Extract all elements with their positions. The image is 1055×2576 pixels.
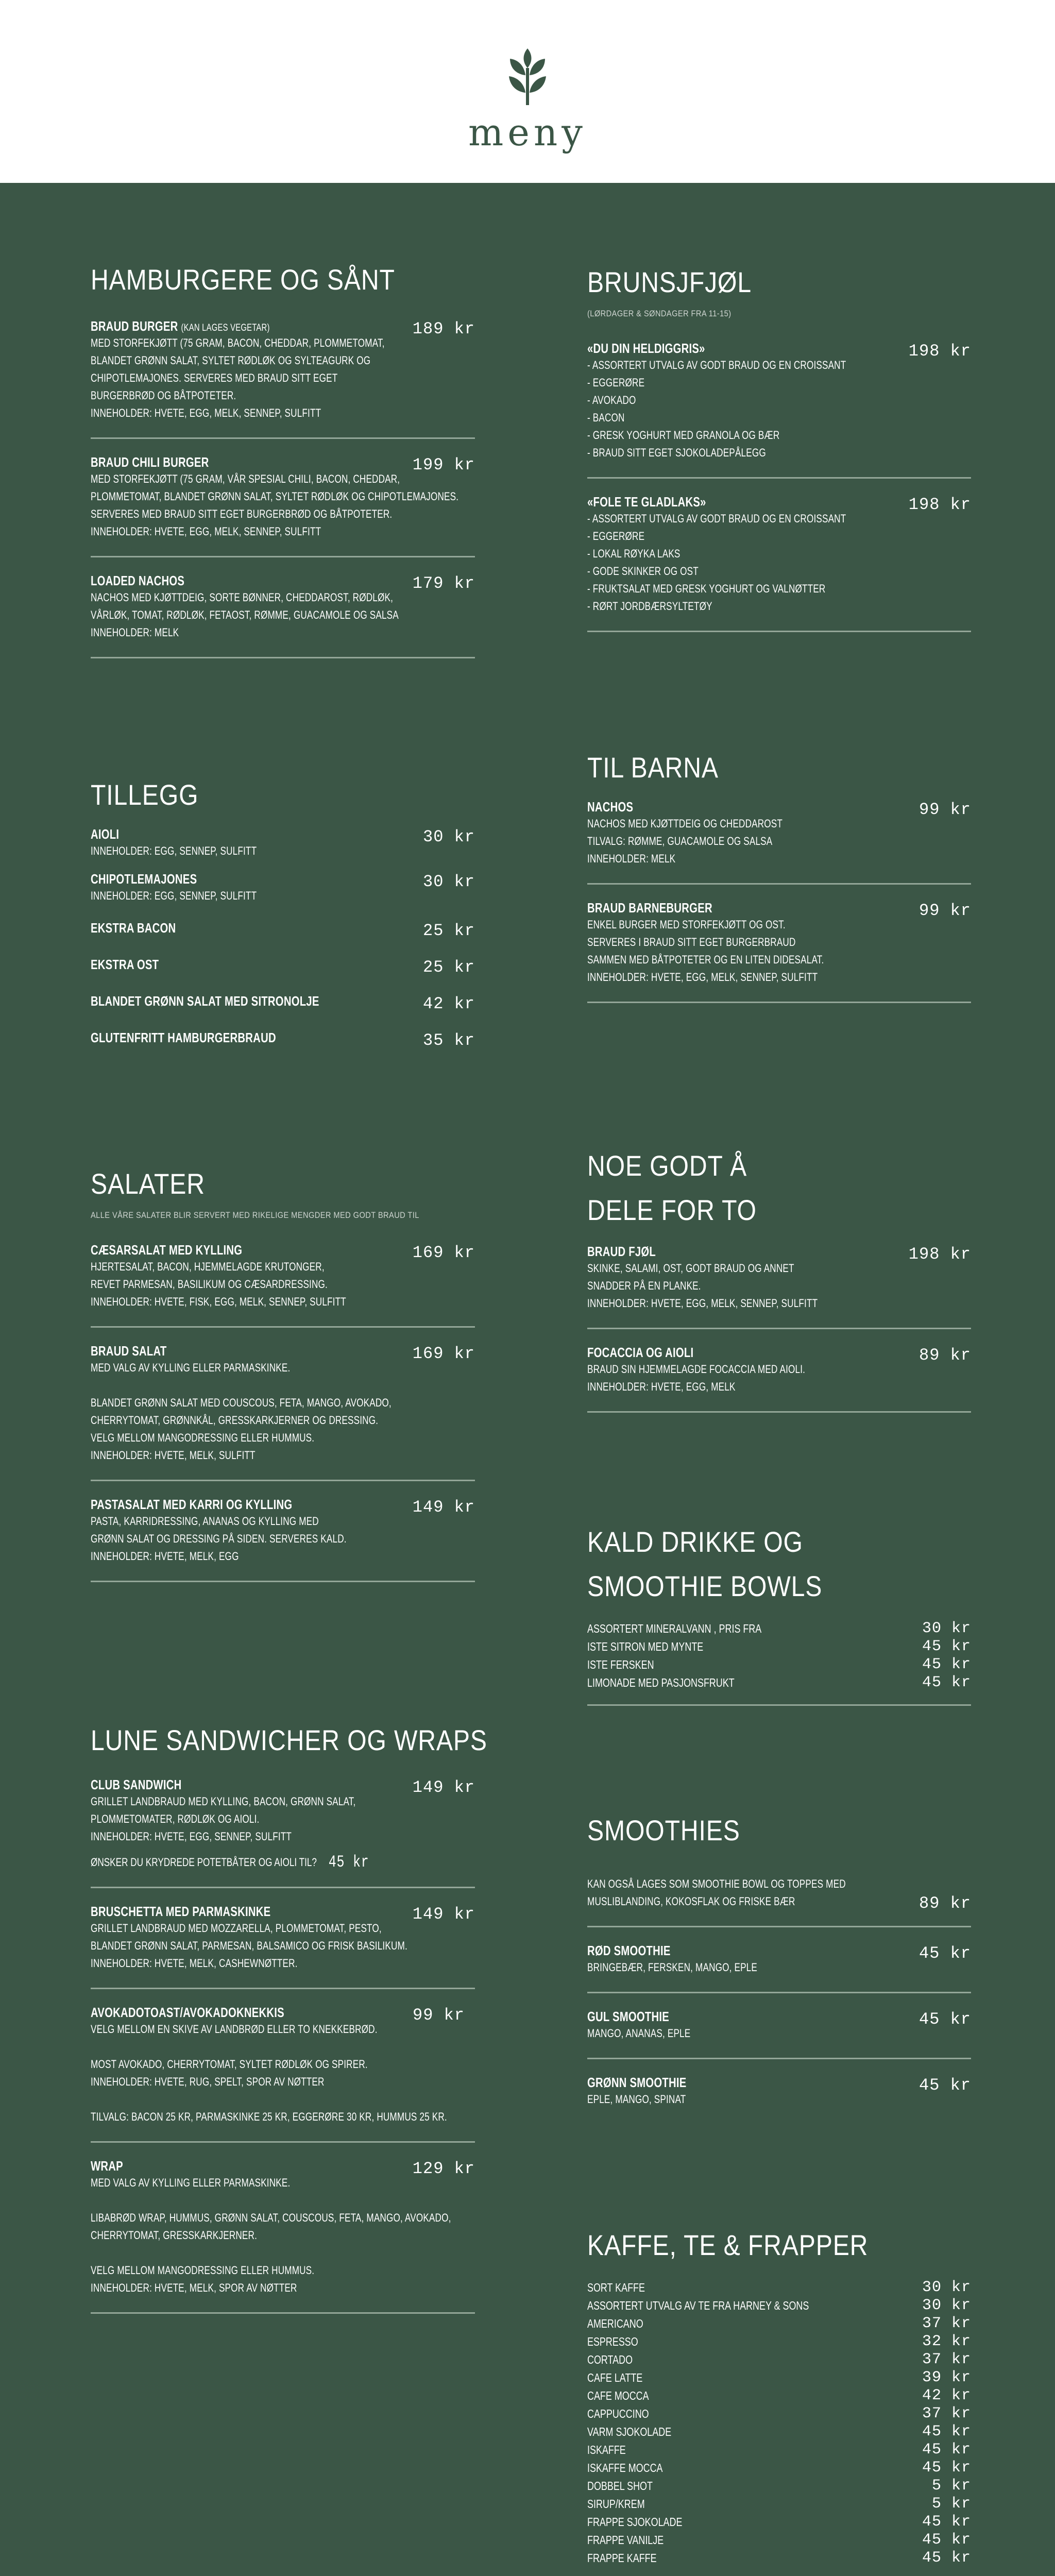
page-title: meny [468,111,587,154]
item-name: CAFE LATTE [587,2371,643,2384]
item-price: 89 kr [918,1346,971,1365]
item-description: GRILLET LANDBRAUD MED KYLLING, BACON, GRØNN SALAT, PLOMMETOMATER, RØDLØK OG AIOLI. INNEHOLDER: HVETE, EGG, SENNEP, SULFITT [91,1795,356,1843]
menu-item [587,1244,971,1329]
item-price: 45 kr [922,2531,971,2549]
section-title: TIL BARNA [587,751,719,784]
item-name: AIOLI [91,826,120,842]
section-title: SMOOTHIES [587,1814,740,1846]
item-name: AMERICANO [587,2317,643,2330]
item-name: «DU DIN HELDIGGRIS» [587,341,705,356]
section-title: SALATER [91,1167,205,1200]
item-price: 149 kr [412,1498,475,1517]
item-description: MED VALG AV KYLLING ELLER PARMASKINKE. LIBABRØD WRAP, HUMMUS, GRØNN SALAT, COUSCOUS, FETA, MANGO, AVOKADO, CHERRYTOMAT, GRESSKARKJERNER. VELG MELLOM MANGODRESSING ELLER HUMMUS. INNEHOLDER: HVETE, MELK, SPOR AV NØTTER [91,2176,451,2294]
item-description: MED STORFEKJØTT (75 GRAM, BACON, CHEDDAR, PLOMMETOMAT, BLANDET GRØNN SALAT, SYLTET RØDLØK OG SYLTEAGURK OG CHIPOTLEMAJONES. SERVERES MED BRAUD SITT EGET BURGERBRØD OG BÅTPOTETER. INNEHOLDER: HVETE, EGG, MELK, SENNEP, SULFITT [91,336,385,419]
list-item [587,2459,971,2477]
item-name: EKSTRA BACON [91,920,176,936]
item-name: BRUSCHETTA MED PARMASKINKE [91,1904,271,1919]
section-tillegg [91,773,475,1050]
item-name: CAFE MOCCA [587,2389,649,2402]
list-item [587,1656,971,1674]
menu-item [91,1904,475,1989]
item-description: NACHOS MED KJØTTDEIG, SORTE BØNNER, CHEDDAROST, RØDLØK, VÅRLØK, TOMAT, RØDLØK, FETAOST, RØMME, GUACAMOLE OG SALSA INNEHOLDER: MELK [91,591,399,639]
section-title-line1: NOE GODT Å [587,1149,747,1182]
menu-item [91,993,475,1013]
list-item [587,2477,971,2495]
item-description: VELG MELLOM EN SKIVE AV LANDBRØD ELLER TO KNEKKEBRØD. MOST AVOKADO, CHERRYTOMAT, SYLTET RØDLØK OG SPIRER. INNEHOLDER: HVETE, RUG, SPELT, SPOR AV NØTTER TILVALG: BACON 25 KR, PARMASKINKE 25 KR, EGGERØRE 30 KR, HUMMUS 25 KR. [91,2023,447,2123]
menu-item [587,799,971,885]
item-price: 45 kr [918,2076,971,2095]
drink-list [587,1620,971,1706]
item-name: WRAP [91,2158,123,2174]
menu-item [91,573,475,658]
menu-item [91,1242,475,1328]
menu-item [587,2009,971,2059]
item-price: 30 kr [922,2297,971,2314]
list-item [587,2351,971,2369]
menu-item [91,2005,475,2143]
section-title: HAMBURGERE OG SÅNT [91,263,395,296]
item-price: 25 kr [422,958,475,977]
coffee-list [587,2279,971,2576]
item-name: BRAUD BARNEBURGER [587,900,712,916]
item-price: 199 kr [412,455,475,474]
item-price: 45 kr [922,1674,971,1691]
item-description: - ASSORTERT UTVALG AV GODT BRAUD OG EN CROISSANT - EGGERØRE - LOKAL RØYKA LAKS - GODE SKINKER OG OST - FRUKTSALAT MED GRESK YOGHURT OG VALNØTTER - RØRT JORDBÆRSYLTETØY [587,512,846,613]
item-price: 45 kr [918,2010,971,2029]
item-price: 45 kr [922,2549,971,2567]
item-name: ESPRESSO [587,2335,638,2348]
menu-item [587,2075,971,2108]
menu-item [587,494,971,632]
menu-item [91,2158,475,2314]
list-item [587,2369,971,2387]
item-price: 198 kr [908,1245,971,1264]
item-name: LIMONADE MED PASJONSFRUKT [587,1676,735,1689]
item-name: GUL SMOOTHIE [587,2009,670,2024]
item-name: FOCACCIA OG AIOLI [587,1345,694,1360]
section-smoothies [587,1808,971,2129]
item-name: FRAPPE VANILJE [587,2533,664,2547]
item-price: 169 kr [412,1243,475,1262]
list-item [587,2333,971,2351]
item-extra-price: 45 kr [328,1853,369,1872]
item-price: 30 kr [922,1620,971,1637]
list-item [587,2513,971,2531]
section-barna [587,745,971,1019]
menu-item [91,454,475,557]
section-kaffe [587,2223,971,2576]
item-price: 198 kr [908,495,971,514]
item-price: 179 kr [412,574,475,593]
item-price: 30 kr [422,872,475,891]
item-description: SKINKE, SALAMI, OST, GODT BRAUD OG ANNET SNADDER PÅ EN PLANKE. INNEHOLDER: HVETE, EGG, MELK, SENNEP, SULFITT [587,1262,818,1310]
list-item [587,2531,971,2549]
list-item [587,2423,971,2441]
section-salater [91,1162,475,1598]
item-price: 25 kr [422,921,475,940]
section-title-line2: SMOOTHIE BOWLS [587,1570,823,1602]
item-description: ENKEL BURGER MED STORFEKJØTT OG OST. SERVERES I BRAUD SITT EGET BURGERBRAUD SAMMEN MED BÅTPOTETER OG EN LITEN DIDESALAT. INNEHOLDER: HVETE, EGG, MELK, SENNEP, SULFITT [587,918,824,984]
item-description: MED VALG AV KYLLING ELLER PARMASKINKE. BLANDET GRØNN SALAT MED COUSCOUS, FETA, MANGO, AVOKADO, CHERRYTOMAT, GRØNNKÅL, GRESSKARKJERNER OG DRESSING. VELG MELLOM MANGODRESSING ELLER HUMMUS. INNEHOLDER: HVETE, MELK, SULFITT [91,1361,392,1462]
item-name: CÆSARSALAT MED KYLLING [91,1242,243,1258]
menu-item [91,957,475,977]
item-description: INNEHOLDER: EGG, SENNEP, SULFITT [91,889,257,902]
item-name: RØD SMOOTHIE [587,1943,671,1958]
right-column [587,0,971,2576]
item-price: 45 kr [918,1944,971,1963]
left-column [91,0,487,2576]
item-description: MANGO, ANANAS, EPLE [587,2027,691,2040]
menu-item [91,1497,475,1582]
item-name: BLANDET GRØNN SALAT MED SITRONOLJE [91,993,319,1009]
item-name: ISTE SITRON MED MYNTE [587,1640,704,1653]
item-name: BRAUD BURGER [91,318,178,334]
item-price: 45 kr [922,2459,971,2477]
item-extra [91,1854,474,1871]
wheat-logo-icon [502,47,553,105]
item-price: 89 kr [918,1894,971,1913]
item-price: 37 kr [922,2405,971,2422]
item-price: 99 kr [918,800,971,819]
item-price: 42 kr [922,2387,971,2404]
menu-item [91,826,475,860]
item-description: KAN OGSÅ LAGES SOM SMOOTHIE BOWL OG TOPPES MED MUSLIBLANDING, KOKOSFLAK OG FRISKE BÆR [587,1877,846,1908]
menu-item [91,1777,475,1888]
item-name: CAPPUCCINO [587,2407,649,2420]
item-description: EPLE, MANGO, SPINAT [587,2093,686,2106]
smoothie-bowl-intro [587,1875,971,1927]
list-item [587,2315,971,2333]
item-description: - ASSORTERT UTVALG AV GODT BRAUD OG EN CROISSANT - EGGERØRE - AVOKADO - BACON - GRESK YOGHURT MED GRANOLA OG BÆR - BRAUD SITT EGET SJOKOLADEPÅLEGG [587,359,846,459]
item-name: «FOLE TE GLADLAKS» [587,494,706,510]
item-name: DOBBEL SHOT [587,2479,653,2493]
item-price: 45 kr [922,2441,971,2459]
item-name: CLUB SANDWICH [91,1777,182,1792]
item-name: LOADED NACHOS [91,573,185,588]
item-description: PASTA, KARRIDRESSING, ANANAS OG KYLLING MED GRØNN SALAT OG DRESSING PÅ SIDEN. SERVERES KALD. INNEHOLDER: HVETE, MELK, EGG [91,1515,347,1563]
item-price: 149 kr [412,1778,475,1797]
section-subtitle: ALLE VÅRE SALATER BLIR SERVERT MED RIKELIGE MENGDER MED GODT BRAUD TIL [91,1210,419,1220]
item-price: 129 kr [412,2159,475,2178]
item-description: MED STORFEKJØTT (75 GRAM, VÅR SPESIAL CHILI, BACON, CHEDDAR, PLOMMETOMAT, BLANDET GRØNN SALAT, SYLTET RØDLØK OG CHIPOTLEMAJONES. SERVERES MED BRAUD SITT EGET BURGERBRØD OG BÅTPOTETER. INNEHOLDER: HVETE, EGG, MELK, SENNEP, SULFITT [91,472,459,538]
item-name: EKSTRA OST [91,957,159,972]
list-item [587,2549,971,2567]
section-noe-godt [587,1144,971,1428]
item-price: 32 kr [922,2333,971,2350]
item-name: CHIPOTLEMAJONES [91,871,197,887]
item-price: 37 kr [922,2351,971,2368]
item-name: GLUTENFRITT HAMBURGERBRAUD [91,1030,276,1045]
item-price: 45 kr [922,2423,971,2441]
item-name: ISKAFFE [587,2443,626,2456]
item-name: SIRUP/KREM [587,2497,645,2511]
item-name: CORTADO [587,2353,633,2366]
item-price: 30 kr [922,2279,971,2296]
item-name: BRAUD CHILI BURGER [91,454,209,470]
section-title: LUNE SANDWICHER OG WRAPS [91,1724,487,1756]
menu-item [91,318,475,439]
item-name: AVOKADOTOAST/AVOKADOKNEKKIS [91,2005,284,2020]
section-title-line2: DELE FOR TO [587,1194,757,1226]
item-description: BRAUD SIN HJEMMELAGDE FOCACCIA MED AIOLI. INNEHOLDER: HVETE, EGG, MELK [587,1363,806,1393]
list-item [587,1674,971,1692]
item-name: VARM SJOKOLADE [587,2425,672,2438]
menu-item [587,1345,971,1413]
menu-item [587,900,971,1003]
item-price: 99 kr [412,2006,465,2025]
menu-item [91,1030,475,1050]
item-name: BRAUD SALAT [91,1343,167,1359]
menu-item [91,920,475,940]
item-price: 37 kr [922,2315,971,2332]
item-name: GRØNN SMOOTHIE [587,2075,687,2090]
item-name: SORT KAFFE [587,2281,645,2294]
item-name: ISKAFFE MOCCA [587,2461,663,2475]
section-title: KAFFE, TE & FRAPPER [587,2229,869,2261]
item-name: BRAUD FJØL [587,1244,656,1259]
item-description: HJERTESALAT, BACON, HJEMMELAGDE KRUTONGER, REVET PARMESAN, BASILIKUM OG CÆSARDRESSING. INNEHOLDER: HVETE, FISK, EGG, MELK, SENNEP, SULFITT [91,1260,346,1308]
item-price: 45 kr [922,1638,971,1655]
item-name: ISTE FERSKEN [587,1658,654,1671]
section-title-line1: KALD DRIKKE OG [587,1526,803,1558]
list-item [587,2405,971,2423]
section-brunsj [587,260,971,648]
item-price: 189 kr [412,319,475,338]
item-name: PASTASALAT MED KARRI OG KYLLING [91,1497,293,1512]
item-price: 169 kr [412,1344,475,1363]
list-item [587,1638,971,1656]
list-item [587,2279,971,2297]
list-item [587,2495,971,2513]
section-lune [91,1718,487,2329]
item-price: 5 kr [931,2477,971,2495]
item-extra-text: ØNSKER DU KRYDREDE POTETBÅTER OG AIOLI TIL? [91,1856,317,1869]
menu-item [587,341,971,479]
item-price: 149 kr [412,1905,475,1924]
list-item [587,2297,971,2315]
item-name: ASSORTERT MINERALVANN , PRIS FRA [587,1622,762,1635]
item-tag: (KAN LAGES VEGETAR) [181,323,270,333]
item-name: FRAPPE KAFFE [587,2551,657,2565]
list-item [587,2441,971,2459]
item-name: ASSORTERT UTVALG AV TE FRA HARNEY & SONS [587,2299,809,2312]
item-description: NACHOS MED KJØTTDEIG OG CHEDDAROST TILVALG: RØMME, GUACAMOLE OG SALSA INNEHOLDER: MELK [587,817,783,865]
section-subtitle: (LØRDAGER & SØNDAGER FRA 11-15) [587,309,731,318]
item-price: 198 kr [908,342,971,361]
item-description: BRINGEBÆR, FERSKEN, MANGO, EPLE [587,1961,757,1974]
item-description: INNEHOLDER: EGG, SENNEP, SULFITT [91,844,257,857]
list-item [587,2387,971,2405]
item-price: 42 kr [422,994,475,1013]
item-price: 35 kr [422,1031,475,1050]
item-name: FRAPPE SJOKOLADE [587,2515,683,2529]
item-price: 99 kr [918,901,971,920]
item-name: NACHOS [587,799,634,815]
item-description: GRILLET LANDBRAUD MED MOZZARELLA, PLOMMETOMAT, PESTO, BLANDET GRØNN SALAT, PARMESAN, BALSAMICO OG FRISK BASILIKUM. INNEHOLDER: HVETE, MELK, CASHEWNØTTER. [91,1922,407,1970]
item-price: 45 kr [922,1656,971,1673]
item-price: 45 kr [922,2513,971,2531]
section-hamburgere [91,258,475,674]
menu-item [91,1343,475,1481]
menu-item [587,1943,971,1993]
section-title: TILLEGG [91,778,199,811]
list-item [587,1620,971,1638]
menu-item [91,871,475,905]
item-price: 39 kr [922,2369,971,2386]
item-price: 5 kr [931,2495,971,2513]
item-price: 30 kr [422,827,475,846]
section-title: BRUNSJFJØL [587,266,752,298]
section-kald-drikke [587,1520,971,1706]
